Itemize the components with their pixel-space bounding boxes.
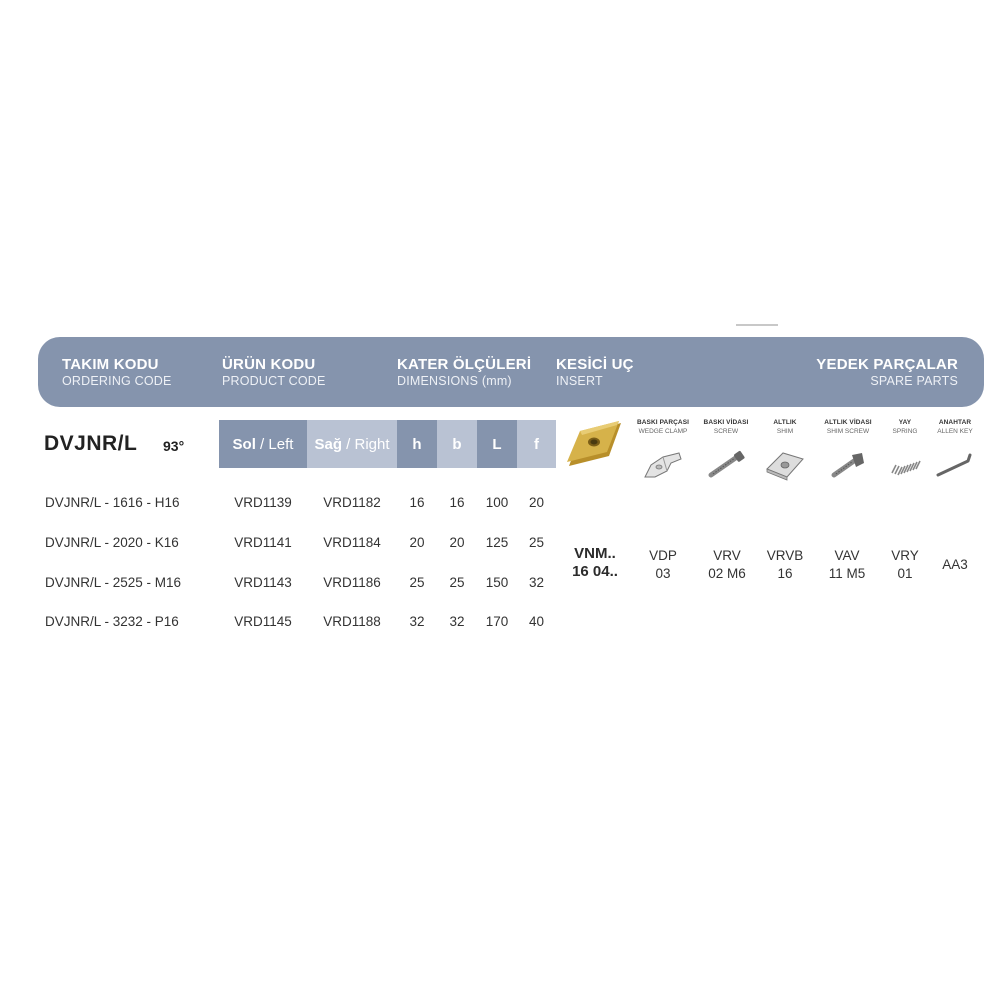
spare-header-wedge-clamp: BASKI PARÇASI WEDGE CLAMP <box>636 419 690 435</box>
row-4-b: 32 <box>449 614 465 629</box>
subheader-h: h <box>397 420 437 468</box>
shim-icon <box>763 447 807 481</box>
row-4-right: VRD1188 <box>323 614 381 629</box>
wedge-clamp-icon <box>641 447 685 481</box>
header-dimensions: KATER ÖLÇÜLERİ DIMENSIONS (mm) <box>397 356 532 388</box>
header-product-code: ÜRÜN KODU PRODUCT CODE <box>222 356 326 388</box>
approach-angle: 93° <box>163 438 185 454</box>
row-4-left: VRD1145 <box>234 614 292 629</box>
spare-header-shim-screw: ALTLIK VİDASI SHIM SCREW <box>824 419 872 435</box>
spare-value-spring: VRY 01 <box>891 548 919 581</box>
spare-value-shim: VRVB 16 <box>766 548 804 581</box>
row-3-h: 25 <box>409 575 425 590</box>
row-4-code: DVJNR/L - 3232 - P16 <box>45 614 179 629</box>
row-3-b: 25 <box>449 575 465 590</box>
header-spare-parts: YEDEK PARÇALAR SPARE PARTS <box>816 356 958 388</box>
spare-header-spring: YAY SPRING <box>892 419 918 435</box>
row-2-code: DVJNR/L - 2020 - K16 <box>45 535 179 550</box>
row-1-right: VRD1182 <box>323 495 381 510</box>
tool-title: DVJNR/L <box>44 432 138 455</box>
spare-value-wedge-clamp: VDP 03 <box>649 548 677 581</box>
spare-header-shim: ALTLIK SHIM <box>773 419 797 435</box>
row-1-code: DVJNR/L - 1616 - H16 <box>45 495 180 510</box>
row-3-right: VRD1186 <box>323 575 381 590</box>
row-3-f: 32 <box>528 575 545 590</box>
row-2-left: VRD1141 <box>234 535 292 550</box>
row-3-left: VRD1143 <box>234 575 292 590</box>
screw-icon <box>705 447 749 481</box>
row-3-code: DVJNR/L - 2525 - M16 <box>45 575 182 590</box>
insert-code: VNM.. 16 04.. <box>572 545 618 580</box>
spare-header-allen-key: ANAHTAR ALLEN KEY <box>937 419 973 435</box>
subheader-left: Sol / Left <box>219 420 307 468</box>
row-1-L: 100 <box>485 495 509 510</box>
row-2-right: VRD1184 <box>323 535 381 550</box>
spring-icon <box>884 447 928 481</box>
subheader-f: f <box>517 420 556 468</box>
row-2-b: 20 <box>449 535 465 550</box>
subheader-right: Sağ / Right <box>307 420 397 468</box>
subheader-L: L <box>477 420 517 468</box>
row-3-L: 150 <box>485 575 509 590</box>
row-1-b: 16 <box>449 495 465 510</box>
shim-screw-icon <box>826 447 870 481</box>
insert-icon <box>563 420 625 472</box>
row-2-h: 20 <box>409 535 425 550</box>
row-1-h: 16 <box>409 495 425 510</box>
row-2-L: 125 <box>485 535 509 550</box>
spare-header-screw: BASKI VİDASI SCREW <box>703 419 749 435</box>
spare-value-shim-screw: VAV 11 M5 <box>828 548 866 581</box>
row-1-left: VRD1139 <box>234 495 292 510</box>
subheader-b: b <box>437 420 477 468</box>
top-divider <box>736 324 778 326</box>
spare-value-screw: VRV 02 M6 <box>708 548 746 581</box>
row-4-f: 40 <box>528 614 545 629</box>
row-2-f: 25 <box>528 535 545 550</box>
allen-key-icon <box>934 447 978 481</box>
header-ordering-code: TAKIM KODU ORDERING CODE <box>62 356 172 388</box>
row-1-f: 20 <box>528 495 545 510</box>
row-4-L: 170 <box>485 614 509 629</box>
header-insert: KESİCİ UÇ INSERT <box>556 356 634 388</box>
spare-value-allen-key: AA3 <box>942 557 968 572</box>
table-header-bar <box>38 337 984 407</box>
row-4-h: 32 <box>409 614 425 629</box>
